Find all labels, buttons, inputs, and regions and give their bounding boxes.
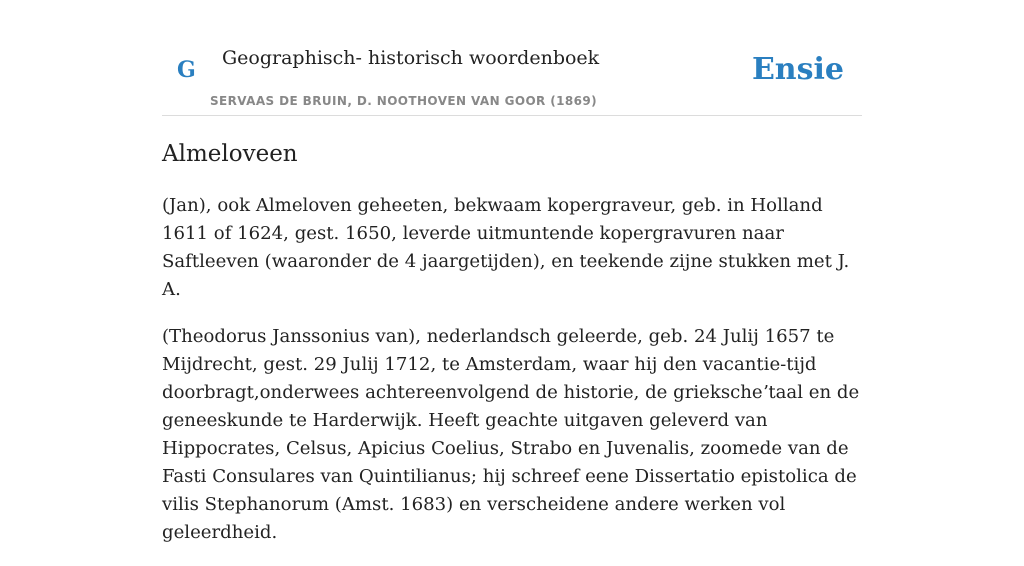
book-title[interactable]: Geographisch- historisch woordenboek <box>222 47 600 69</box>
entry-paragraph: (Jan), ook Almeloven geheeten, bekwaam kopergraveur, geb. in Holland 1611 of 1624, gest. 1650, leverde uitmuntende kopergravuren naar Saftleeven (waaronder de 4 jaargetijden), en teekende zijne stukken met J. A. <box>162 195 850 300</box>
book-author: SERVAAS DE BRUIN, D. NOOTHOVEN VAN GOOR (1869) <box>210 94 598 108</box>
page-header <box>162 0 862 116</box>
entry-paragraph: (Theodorus Janssonius van), nederlandsch geleerde, geb. 24 Julij 1657 te Mijdrecht, gest. 29 Julij 1712, te Amsterdam, waar hij den vacantie-tijd doorbragt,onderwees achtereenvolgend de historie, de griekscheʼtaal en de geneeskunde te Harderwijk. Heeft geachte uitgaven geleverd van Hippocrates, Celsus, Apicius Coelius, Strabo en Juvenalis, zoomede van de Fasti Consulares van Quintilianus; hij schreef eene Dissertatio epistolica de vilis Stephanorum (Amst. 1683) en verscheidene andere werken vol geleerdheid. <box>162 326 860 543</box>
entry-title: Almeloveen <box>162 141 298 167</box>
ensie-logo[interactable]: Ensie <box>751 52 844 87</box>
entry-body <box>162 192 862 566</box>
dictionary-logo-letter[interactable]: G <box>177 57 196 83</box>
